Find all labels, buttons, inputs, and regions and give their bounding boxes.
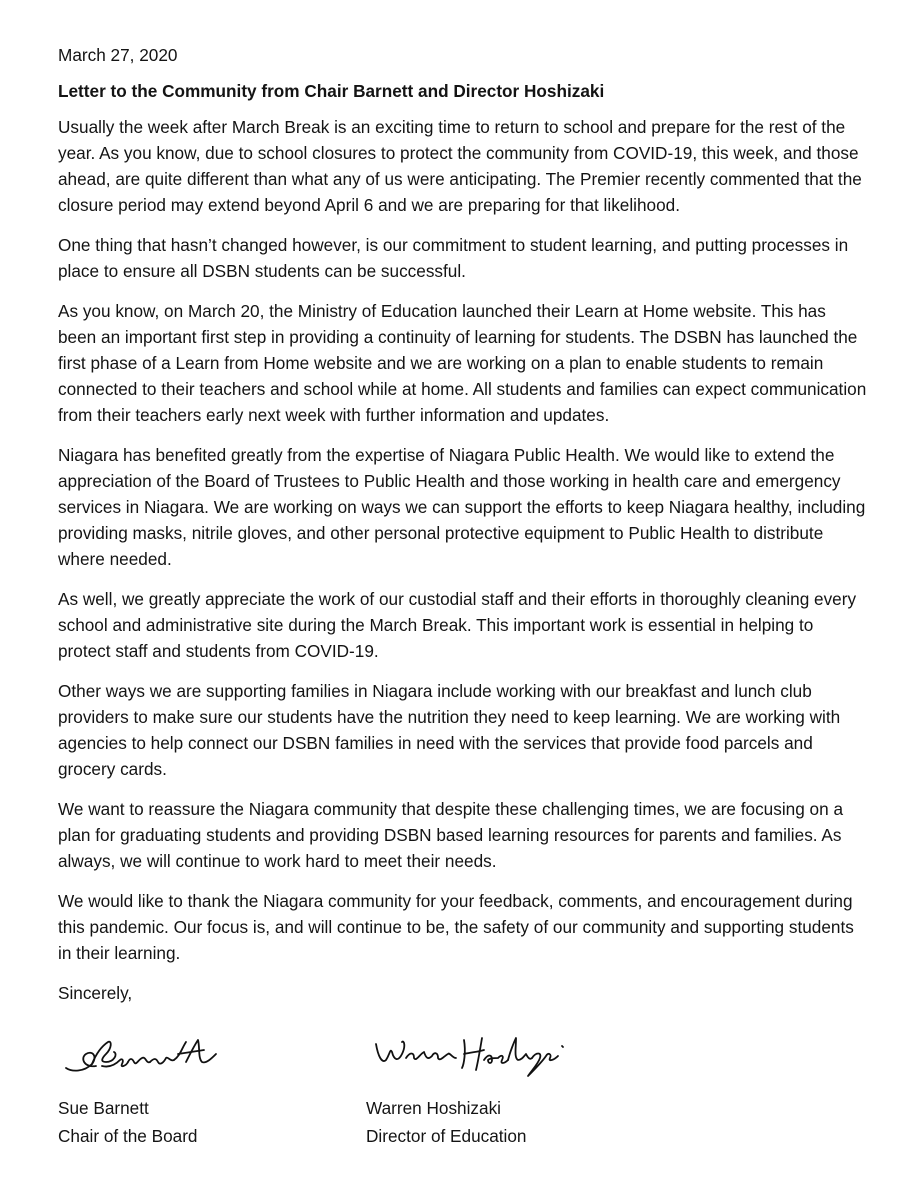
paragraph: Usually the week after March Break is an exciting time to return to school and prepare for the rest of the year. As you know, due to school closures to protect the community from COVID-19, this week, and those ahead, are quite different than what any of us were anticipating. The Premier recently commented that the closure period may extend beyond April 6 and we are preparing for that likelihood. — [58, 117, 862, 215]
paragraph: One thing that hasn’t changed however, is our commitment to student learning, and putting processes in place to ensure all DSBN students can be successful. — [58, 235, 849, 281]
paragraph: We want to reassure the Niagara community that despite these challenging times, we are focusing on a plan for graduating students and providing DSBN based learning resources for parents and families. As always, we will continue to work hard to meet their needs. — [58, 799, 844, 871]
letter-body — [58, 42, 868, 980]
paragraph: We would like to thank the Niagara community for your feedback, comments, and encouragement during this pandemic. Our focus is, and will continue to be, the safety of our community and supporting students in their learning. — [58, 891, 854, 963]
paragraph: As well, we greatly appreciate the work of our custodial staff and their efforts in thoroughly cleaning every school and administrative site during the March Break. This important work is essential in helping to protect staff and students from COVID-19. — [58, 589, 857, 661]
letter-closing: Sincerely, — [58, 983, 133, 1003]
signature-sue-barnett — [62, 1028, 222, 1080]
letter-date: March 27, 2020 — [58, 45, 178, 65]
paragraph: As you know, on March 20, the Ministry of Education launched their Learn at Home website. This has been an important first step in providing a continuity of learning for students. The DSBN has launched the first phase of a Learn from Home website and we are working on a plan to enable students to remain connected to their teachers and school while at home. All students and families can expect communication from their teachers early next week with further information and updates. — [58, 301, 867, 425]
paragraph: Other ways we are supporting families in Niagara include working with our breakfast and lunch club providers to make sure our students have the nutrition they need to keep learning. We are working with agencies to help connect our DSBN families in need with the services that provide food parcels and grocery cards. — [58, 681, 841, 779]
signatory-sue-barnett — [58, 1094, 198, 1150]
signatory-warren-hoshizaki — [366, 1094, 527, 1150]
signatory-name: Warren Hoshizaki — [366, 1098, 501, 1118]
signatory-title: Chair of the Board — [58, 1126, 198, 1146]
letter-title: Letter to the Community from Chair Barnett and Director Hoshizaki — [58, 81, 605, 101]
signature-warren-hoshizaki — [372, 1030, 572, 1080]
signatory-title: Director of Education — [366, 1126, 527, 1146]
paragraph: Niagara has benefited greatly from the expertise of Niagara Public Health. We would like to extend the appreciation of the Board of Trustees to Public Health and those working in health care and emergency services in Niagara. We are working on ways we can support the efforts to keep Niagara healthy, including providing masks, nitrile gloves, and other personal protective equipment to Public Health to distribute where needed. — [58, 445, 866, 569]
signatory-name: Sue Barnett — [58, 1098, 149, 1118]
